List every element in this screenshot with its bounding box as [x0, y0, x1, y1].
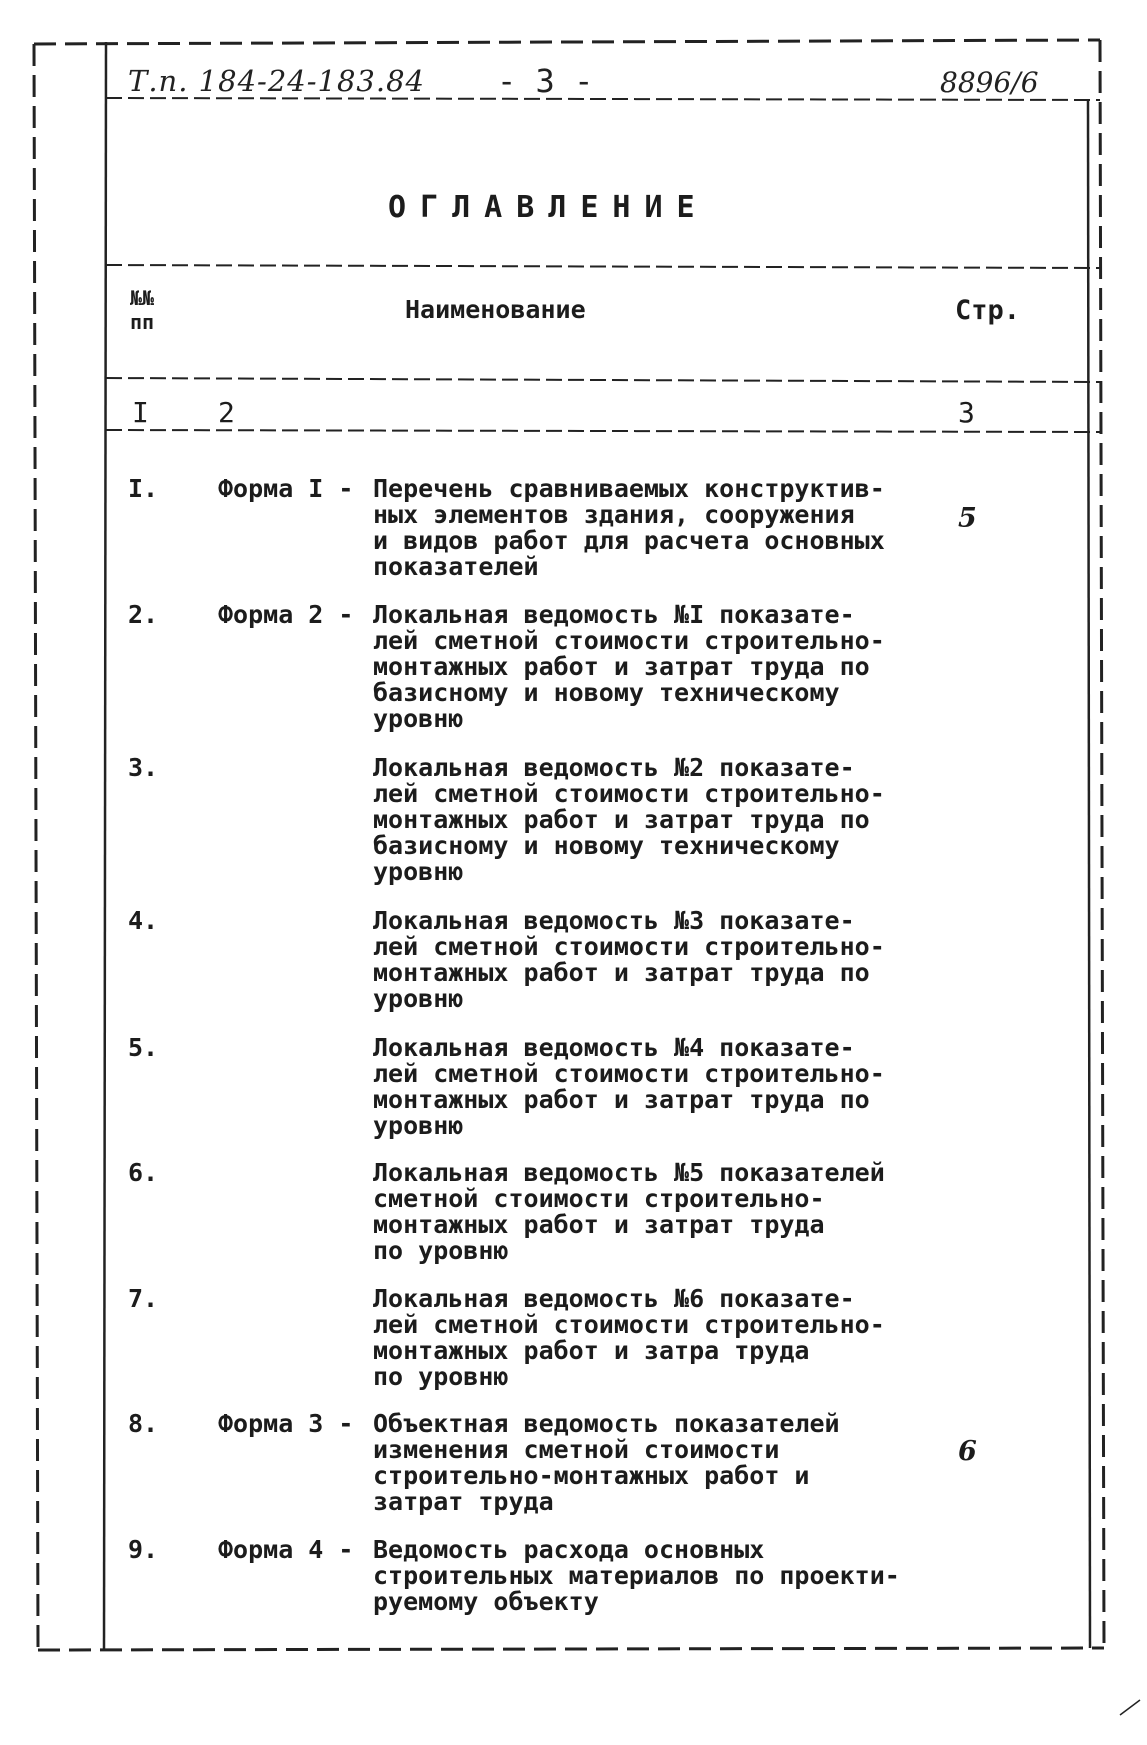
row-title: Локальная ведомость №5 показателей сметной стоимости строительно- монтажных работ и затрат труда по уровню	[373, 1158, 885, 1265]
column-header-number	[130, 286, 154, 334]
column-header-number-line1: №№	[130, 286, 155, 310]
row-number: 8.	[128, 1409, 159, 1438]
row-number: 9.	[128, 1535, 159, 1564]
row-number: 3.	[128, 753, 159, 782]
row-form: Форма 4 -	[218, 1535, 354, 1564]
row-title: Ведомость расхода основных строительных материалов по проекти- руемому объекту	[373, 1535, 900, 1616]
column-header-name: Наименование	[405, 295, 586, 324]
column-header-number-line2: пп	[130, 310, 155, 334]
row-number: 7.	[128, 1284, 159, 1313]
row-title: Локальная ведомость №6 показате- лей сметной стоимости строительно- монтажных работ и затра труда по уровню	[373, 1284, 885, 1391]
column-index-2: 2	[218, 396, 235, 429]
page-number: - 3 -	[497, 62, 594, 100]
row-form: Форма 3 -	[218, 1409, 354, 1438]
row-title: Объектная ведомость показателей изменения сметной стоимости строительно-монтажных работ и затрат труда	[373, 1409, 840, 1516]
page-title: ОГЛАВЛЕНИЕ	[388, 190, 709, 225]
row-number: 4.	[128, 906, 159, 935]
row-title: Локальная ведомость №3 показате- лей сметной стоимости строительно- монтажных работ и затрат труда по уровню	[373, 906, 885, 1013]
row-page: 5	[958, 503, 977, 534]
column-header-page: Стр.	[955, 295, 1021, 326]
row-page: 6	[958, 1436, 977, 1467]
document-number: 8896/6	[940, 66, 1039, 99]
column-index-1: I	[132, 396, 149, 429]
row-title: Локальная ведомость №I показате- лей сметной стоимости строительно- монтажных работ и затрат труда по базисному и новому техническому уровню	[373, 600, 885, 733]
column-index-3: 3	[958, 396, 975, 429]
row-form: Форма 2 -	[218, 600, 354, 629]
row-title: Локальная ведомость №2 показате- лей сметной стоимости строительно- монтажных работ и затрат труда по базисному и новому техническому уровню	[373, 753, 885, 886]
row-title: Локальная ведомость №4 показате- лей сметной стоимости строительно- монтажных работ и затрат труда по уровню	[373, 1033, 885, 1140]
row-number: 2.	[128, 600, 159, 629]
row-number: 6.	[128, 1158, 159, 1187]
document-code: Т.п. 184-24-183.84	[128, 64, 425, 98]
row-number: I.	[128, 474, 159, 503]
row-title: Перечень сравниваемых конструктив- ных элементов здания, сооружения и видов работ для расчета основных показателей	[373, 474, 885, 581]
row-form: Форма I -	[218, 474, 354, 503]
row-number: 5.	[128, 1033, 159, 1062]
